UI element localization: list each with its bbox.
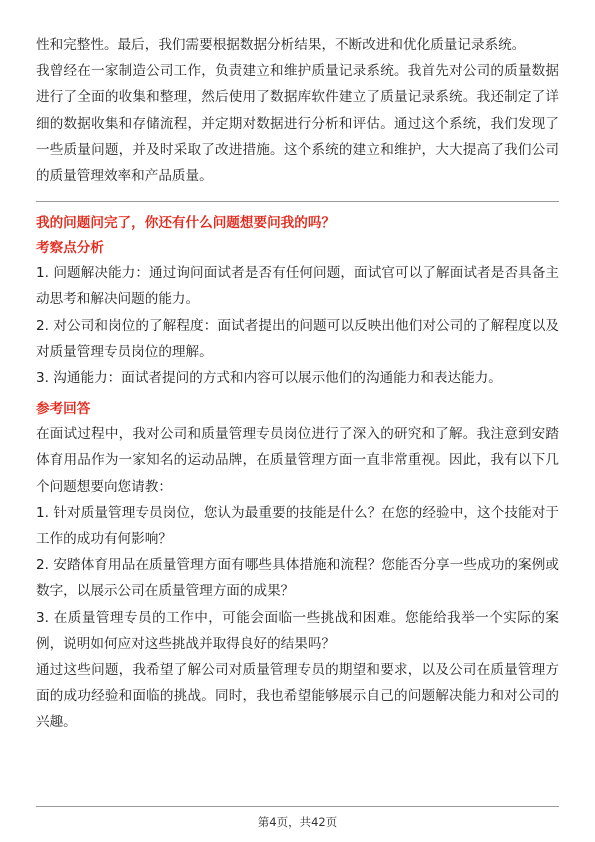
analysis-item: 1. 问题解决能力：通过询问面试者是否有任何问题，面试官可以了解面试者是否具备主动思考和解决问题的能力。 [36, 265, 559, 308]
footer-divider [36, 806, 559, 807]
answer-heading: 参考回答 [36, 401, 91, 418]
answer-item: 1. 针对质量管理专员岗位，您认为最重要的技能是什么？在您的经验中，这个技能对于工作的成功有何影响？ [36, 504, 559, 548]
intro-paragraph: 性和完整性。最后，我们需要根据数据分析结果，不断改进和优化质量记录系统。 [36, 37, 526, 53]
page-number: 第4页，共42页 [257, 815, 338, 829]
answer-paragraph: 通过这些问题，我希望了解公司对质量管理专员的期望和要求，以及公司在质量管理方面的成功经验和面临的挑战。同时，我也希望能够展示自己的问题解决能力和对公司的兴趣。 [36, 662, 559, 731]
answer-item: 2. 安踏体育用品在质量管理方面有哪些具体措施和流程？您能否分享一些成功的案例或数字，以展示公司在质量管理方面的成果？ [36, 557, 559, 600]
analysis-item: 2. 对公司和岗位的了解程度：面试者提出的问题可以反映出他们对公司的了解程度以及对质量管理专员岗位的理解。 [36, 317, 559, 360]
intro-paragraph: 我曾经在一家制造公司工作，负责建立和维护质量记录系统。我首先对公司的质量数据进行了全面的收集和整理，然后使用了数据库软件建立了质量记录系统。我还制定了详细的数据收集和存储流程，并定期对数据进行分析和评估。通过这个系统，我们发现了一些质量问题，并及时采取了改进措施。这个系统的建立和维护，大大提高了我们公司的质量管理效率和产品质量。 [36, 63, 559, 185]
question-heading: 我的问题问完了，你还有什么问题想要问我的吗？ [36, 215, 336, 232]
analysis-heading: 考察点分析 [36, 240, 104, 257]
answer-paragraph: 在面试过程中，我对公司和质量管理专员岗位进行了深入的研究和了解。我注意到安踏体育用品作为一家知名的运动品牌，在质量管理方面一直非常重视。因此，我有以下几个问题想要向您请教： [36, 426, 559, 495]
analysis-item: 3. 沟通能力：面试者提问的方式和内容可以展示他们的沟通能力和表达能力。 [36, 370, 502, 387]
page-content [36, 32, 559, 736]
answer-item: 3. 在质量管理专员的工作中，可能会面临一些挑战和困难。您能给我举一个实际的案例，说明如何应对这些挑战并取得良好的结果吗？ [36, 609, 559, 652]
section-divider [36, 201, 559, 202]
